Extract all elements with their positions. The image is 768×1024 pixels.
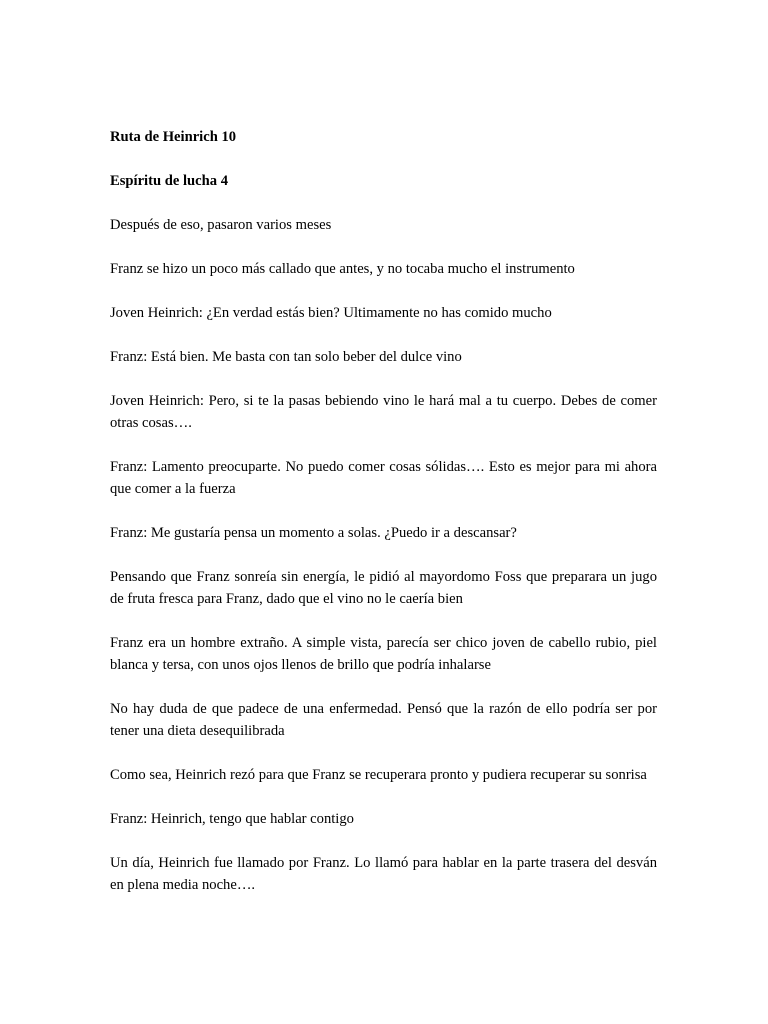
paragraph: Pensando que Franz sonreía sin energía, le pidió al mayordomo Foss que preparara un jugo de fruta fresca para Franz, dado que el vino no le caería bien xyxy=(110,569,657,607)
document-page xyxy=(110,126,657,918)
paragraph: No hay duda de que padece de una enfermedad. Pensó que la razón de ello podría ser por tener una dieta desequilibrada xyxy=(110,701,657,739)
paragraph: Joven Heinrich: ¿En verdad estás bien? Ultimamente no has comido mucho xyxy=(110,305,552,321)
paragraph: Franz: Lamento preocuparte. No puedo comer cosas sólidas…. Esto es mejor para mi ahora que comer a la fuerza xyxy=(110,459,657,497)
paragraph: Franz era un hombre extraño. A simple vista, parecía ser chico joven de cabello rubio, piel blanca y tersa, con unos ojos llenos de brillo que podría inhalarse xyxy=(110,635,657,673)
paragraph: Joven Heinrich: Pero, si te la pasas bebiendo vino le hará mal a tu cuerpo. Debes de comer otras cosas…. xyxy=(110,393,657,431)
paragraph: Después de eso, pasaron varios meses xyxy=(110,217,332,233)
paragraph: Franz: Me gustaría pensa un momento a solas. ¿Puedo ir a descansar? xyxy=(110,525,517,541)
document-subtitle: Espíritu de lucha 4 xyxy=(110,173,228,189)
paragraph: Como sea, Heinrich rezó para que Franz se recuperara pronto y pudiera recuperar su sonrisa xyxy=(110,767,647,783)
paragraph: Franz: Está bien. Me basta con tan solo beber del dulce vino xyxy=(110,349,462,365)
paragraph: Un día, Heinrich fue llamado por Franz. Lo llamó para hablar en la parte trasera del desván en plena media noche…. xyxy=(110,855,657,893)
paragraph: Franz: Heinrich, tengo que hablar contigo xyxy=(110,811,354,827)
document-title: Ruta de Heinrich 10 xyxy=(110,129,237,145)
paragraph: Franz se hizo un poco más callado que antes, y no tocaba mucho el instrumento xyxy=(110,261,575,277)
